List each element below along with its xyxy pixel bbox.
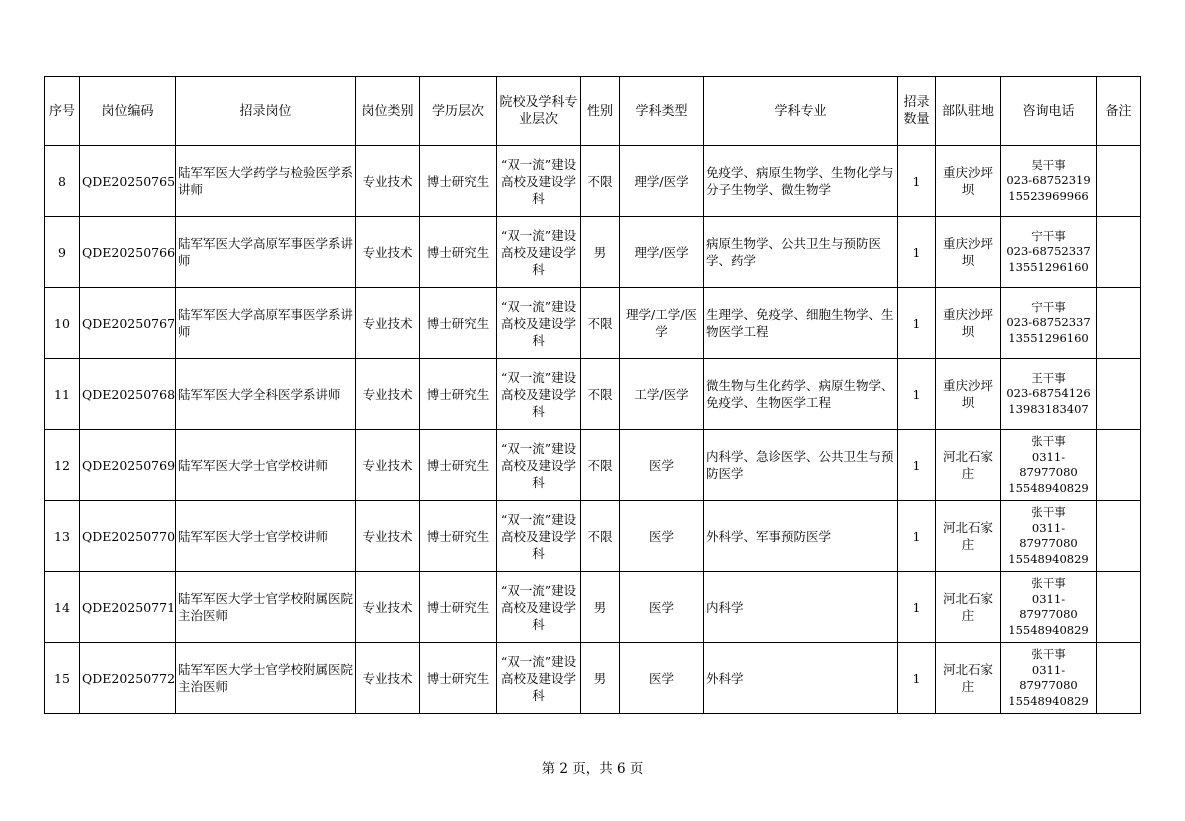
- cell-no: 8: [45, 146, 80, 217]
- cell-contact: [1001, 430, 1097, 501]
- contact-name: 宁干事: [1031, 299, 1066, 314]
- contact-name: 王干事: [1031, 370, 1066, 385]
- phone-mobile: 15548940829: [1008, 551, 1089, 566]
- header-code: 岗位编码: [80, 77, 176, 146]
- header-no: 序号: [45, 77, 80, 146]
- cell-contact: [1001, 359, 1097, 430]
- phone-mobile: 13983183407: [1008, 401, 1089, 416]
- cell-position: 陆军军医大学高原军事医学系讲师: [176, 288, 356, 359]
- cell-location: 重庆沙坪坝: [936, 146, 1001, 217]
- cell-gender: 不限: [581, 146, 620, 217]
- cell-location: 河北石家庄: [936, 572, 1001, 643]
- contact-name: 张干事: [1031, 505, 1066, 519]
- cell-location: 河北石家庄: [936, 501, 1001, 572]
- phone-mobile: 15548940829: [1008, 693, 1089, 708]
- cell-code: QDE20250767: [80, 288, 176, 359]
- cell-position: 陆军军医大学士官学校讲师: [176, 501, 356, 572]
- cell-category: 专业技术: [356, 288, 420, 359]
- cell-location: 河北石家庄: [936, 430, 1001, 501]
- cell-discipline-type: 理学/医学: [620, 146, 704, 217]
- table-row: [45, 430, 1141, 501]
- cell-contact: [1001, 288, 1097, 359]
- cell-location: 重庆沙坪坝: [936, 288, 1001, 359]
- cell-major: 内科学: [704, 572, 898, 643]
- cell-school-level: “双一流”建设高校及建设学科: [497, 359, 581, 430]
- cell-contact: [1001, 572, 1097, 643]
- cell-count: 1: [898, 572, 936, 643]
- phone-mobile: 15523969966: [1008, 188, 1089, 203]
- cell-code: QDE20250768: [80, 359, 176, 430]
- cell-count: 1: [898, 430, 936, 501]
- cell-major: 外科学: [704, 643, 898, 714]
- contact-name: 张干事: [1031, 647, 1066, 661]
- cell-no: 10: [45, 288, 80, 359]
- cell-discipline-type: 医学: [620, 430, 704, 501]
- cell-education: 博士研究生: [420, 430, 497, 501]
- cell-education: 博士研究生: [420, 359, 497, 430]
- cell-no: 9: [45, 217, 80, 288]
- cell-school-level: “双一流”建设高校及建设学科: [497, 643, 581, 714]
- cell-school-level: “双一流”建设高校及建设学科: [497, 146, 581, 217]
- header-school-level: 院校及学科专业层次: [497, 77, 581, 146]
- cell-remarks: [1097, 643, 1141, 714]
- cell-count: 1: [898, 643, 936, 714]
- cell-count: 1: [898, 288, 936, 359]
- page-number-footer: 第 2 页，共 6 页: [541, 761, 644, 777]
- cell-no: 14: [45, 572, 80, 643]
- cell-category: 专业技术: [356, 359, 420, 430]
- cell-count: 1: [898, 146, 936, 217]
- cell-remarks: [1097, 572, 1141, 643]
- cell-remarks: [1097, 146, 1141, 217]
- contact-name: 张干事: [1031, 434, 1066, 448]
- cell-gender: 男: [581, 572, 620, 643]
- contact-name: 吴干事: [1031, 157, 1066, 172]
- cell-position: 陆军军医大学高原军事医学系讲师: [176, 217, 356, 288]
- cell-code: QDE20250771: [80, 572, 176, 643]
- cell-category: 专业技术: [356, 643, 420, 714]
- header-remarks: 备注: [1097, 77, 1141, 146]
- cell-code: QDE20250770: [80, 501, 176, 572]
- cell-contact: [1001, 217, 1097, 288]
- table-row: [45, 146, 1141, 217]
- cell-position: 陆军军医大学药学与检验医学系讲师: [176, 146, 356, 217]
- cell-position: 陆军军医大学士官学校附属医院主治医师: [176, 643, 356, 714]
- cell-remarks: [1097, 501, 1141, 572]
- cell-gender: 不限: [581, 430, 620, 501]
- cell-school-level: “双一流”建设高校及建设学科: [497, 217, 581, 288]
- cell-gender: 不限: [581, 288, 620, 359]
- phone-mobile: 15548940829: [1008, 622, 1089, 637]
- table-row: [45, 217, 1141, 288]
- phone-landline: 0311-87977080: [1019, 449, 1078, 479]
- cell-gender: 不限: [581, 359, 620, 430]
- cell-school-level: “双一流”建设高校及建设学科: [497, 288, 581, 359]
- cell-location: 河北石家庄: [936, 643, 1001, 714]
- cell-no: 13: [45, 501, 80, 572]
- phone-mobile: 13551296160: [1008, 330, 1089, 345]
- phone-landline: 023-68752319: [1006, 173, 1091, 188]
- header-row: [45, 77, 1141, 146]
- cell-major: 生理学、免疫学、细胞生物学、生物医学工程: [704, 288, 898, 359]
- cell-position: 陆军军医大学士官学校附属医院主治医师: [176, 572, 356, 643]
- cell-discipline-type: 理学/医学: [620, 217, 704, 288]
- cell-gender: 不限: [581, 501, 620, 572]
- header-phone: 咨询电话: [1001, 77, 1097, 146]
- phone-landline: 0311-87977080: [1019, 520, 1078, 550]
- cell-major: 内科学、急诊医学、公共卫生与预防医学: [704, 430, 898, 501]
- phone-landline: 023-68752337: [1006, 244, 1091, 259]
- table-row: [45, 359, 1141, 430]
- cell-location: 重庆沙坪坝: [936, 217, 1001, 288]
- cell-no: 11: [45, 359, 80, 430]
- cell-category: 专业技术: [356, 146, 420, 217]
- header-count: 招录数量: [898, 77, 936, 146]
- cell-remarks: [1097, 430, 1141, 501]
- cell-category: 专业技术: [356, 501, 420, 572]
- phone-landline: 023-68752337: [1006, 315, 1091, 330]
- table-row: [45, 643, 1141, 714]
- phone-landline: 0311-87977080: [1019, 662, 1078, 692]
- cell-education: 博士研究生: [420, 501, 497, 572]
- cell-major: 免疫学、病原生物学、生物化学与分子生物学、微生物学: [704, 146, 898, 217]
- cell-education: 博士研究生: [420, 572, 497, 643]
- cell-discipline-type: 医学: [620, 643, 704, 714]
- cell-remarks: [1097, 217, 1141, 288]
- table-row: [45, 501, 1141, 572]
- cell-code: QDE20250766: [80, 217, 176, 288]
- cell-contact: [1001, 501, 1097, 572]
- cell-no: 15: [45, 643, 80, 714]
- cell-education: 博士研究生: [420, 146, 497, 217]
- cell-education: 博士研究生: [420, 217, 497, 288]
- phone-landline: 0311-87977080: [1019, 591, 1078, 621]
- cell-category: 专业技术: [356, 217, 420, 288]
- cell-major: 外科学、军事预防医学: [704, 501, 898, 572]
- table-row: [45, 572, 1141, 643]
- cell-gender: 男: [581, 217, 620, 288]
- cell-code: QDE20250769: [80, 430, 176, 501]
- header-location: 部队驻地: [936, 77, 1001, 146]
- recruitment-table: [44, 76, 1141, 714]
- contact-name: 宁干事: [1031, 228, 1066, 243]
- cell-education: 博士研究生: [420, 288, 497, 359]
- header-category: 岗位类别: [356, 77, 420, 146]
- header-gender: 性别: [581, 77, 620, 146]
- header-major: 学科专业: [704, 77, 898, 146]
- cell-school-level: “双一流”建设高校及建设学科: [497, 572, 581, 643]
- cell-major: 微生物与生化药学、病原生物学、免疫学、生物医学工程: [704, 359, 898, 430]
- cell-school-level: “双一流”建设高校及建设学科: [497, 501, 581, 572]
- cell-remarks: [1097, 359, 1141, 430]
- cell-discipline-type: 医学: [620, 572, 704, 643]
- cell-discipline-type: 工学/医学: [620, 359, 704, 430]
- cell-discipline-type: 理学/工学/医学: [620, 288, 704, 359]
- table-row: [45, 288, 1141, 359]
- cell-major: 病原生物学、公共卫生与预防医学、药学: [704, 217, 898, 288]
- cell-location: 重庆沙坪坝: [936, 359, 1001, 430]
- cell-count: 1: [898, 217, 936, 288]
- phone-landline: 023-68754126: [1006, 386, 1091, 401]
- header-education: 学历层次: [420, 77, 497, 146]
- cell-school-level: “双一流”建设高校及建设学科: [497, 430, 581, 501]
- cell-position: 陆军军医大学士官学校讲师: [176, 430, 356, 501]
- cell-contact: [1001, 146, 1097, 217]
- cell-code: QDE20250765: [80, 146, 176, 217]
- cell-code: QDE20250772: [80, 643, 176, 714]
- cell-contact: [1001, 643, 1097, 714]
- cell-count: 1: [898, 359, 936, 430]
- cell-education: 博士研究生: [420, 643, 497, 714]
- phone-mobile: 13551296160: [1008, 259, 1089, 274]
- cell-category: 专业技术: [356, 430, 420, 501]
- cell-category: 专业技术: [356, 572, 420, 643]
- cell-count: 1: [898, 501, 936, 572]
- cell-remarks: [1097, 288, 1141, 359]
- cell-gender: 男: [581, 643, 620, 714]
- cell-no: 12: [45, 430, 80, 501]
- header-position: 招录岗位: [176, 77, 356, 146]
- phone-mobile: 15548940829: [1008, 480, 1089, 495]
- cell-discipline-type: 医学: [620, 501, 704, 572]
- cell-position: 陆军军医大学全科医学系讲师: [176, 359, 356, 430]
- header-discipline-type: 学科类型: [620, 77, 704, 146]
- contact-name: 张干事: [1031, 576, 1066, 590]
